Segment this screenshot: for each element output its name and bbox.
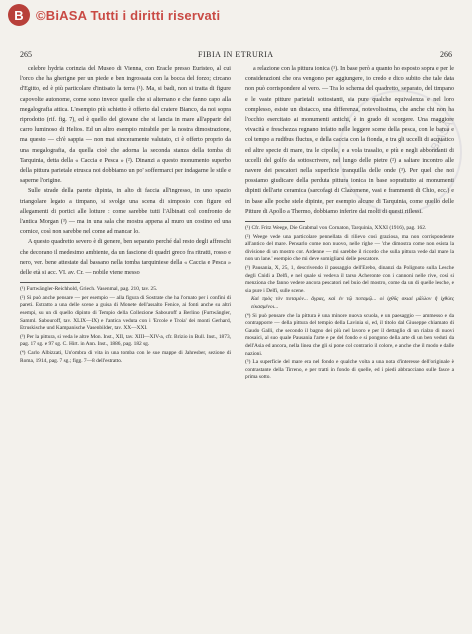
footnote: (²) Si può anche pensare — per esempio — alla figura di Sostrate che ha l'ornato per i confini di pareti. Estratto a una delle scene a guisa di Monete dell'assalto Fenice, ai fonti anche su altri esempi, su un di quello dipinto di Tempio della Collezione Sabouroff a Berlino (Furtwängler, Samml. Sabouroff, tav. XLIX—IX) e l'antica veduta con i 'Ercole e Troia' dei monti Gerhard, Etruskische und Kampanische Vasenbilder, tav. XX—XXI. — [20, 294, 231, 332]
footnote: (⁵) La superficie del mare era nel fondo e qualche volta a una nota d'interesse dell'originale è contrastante della Tirreno, e per tratti in fondo di quelle, ed i piedi abbracciano sulle fasce a prima sotto. — [245, 359, 454, 381]
greek-quotation: Καὶ πρὸς τὸν ποταμόν... ἄγρας, καὶ ἐν τῷ ποταμῷ... οἱ ἰχθῦς σκιαὶ μᾶλλον ἢ ἰχθύες εἰκασμένοι... — [251, 296, 454, 310]
left-page-column — [20, 64, 231, 366]
footnote: (²) Weege vede una particolare pennellata di rilievo così graziosa, ma non corrispondente all'antico del mare. Pensarlo come non nuovo, nelle righe — 'che dimostra come non esista la divisione di un mostro cor. Ardenne — mi sarebbe il ricordo che sulla pittura vede dal mare la non un lane.' esempio che mi deve somigliarsi delle pescatore. — [245, 233, 454, 263]
footnote: (¹) Furtwängler-Reichhold, Griech. Vasenmal, pag. 210, tav. 25. — [20, 286, 158, 293]
footnote: (⁴) Carlo Albizzati, Un'ombra di vita in una tomba con le sue mappe di Jahresber, sezione di Roma, 1914, pag. 7 sg.; figg. 7—8 dell'estratto. — [20, 350, 231, 364]
page-header — [20, 50, 452, 64]
footnote-divider — [245, 221, 305, 222]
footnote: (³) Pausania, X, 25, 1, descrivendo il passaggio dell'Erebo, dinanzi da Polignoto sulla Lesche degli Cnidi a Delfi, e nel quale si vedeva il tarso Acheronte con i cannoni nelle rive, così si menziona che fanno vedere ancora pescatori nel buio del mostro, come da un di quelle lesche, e sia pure i Delfi, sulle scene. — [245, 265, 454, 294]
footnote: (¹) Cfr. Fritz Weege, Die Grabmal von Cornaton, Tarquinia, XXXI (1916), pag. 162. — [245, 225, 427, 232]
page-number-left: 265 — [20, 50, 32, 59]
running-title: FIBIA IN ETRURIA — [198, 50, 274, 59]
biasa-logo-icon: B — [8, 4, 30, 26]
body-paragraph: Sulle strade della parete dipinta, in alto di faccia all'ingresso, in uno spazio triangolare legato a timpano, si svolge una scena di simposio con figure ed allegamenti di portici alle lotture : come sarebbe tutti l'Albinati col confronto de l'antica Morgan (³) — ma in una sala che mostra appena al muro un costino ed una cornice, così non sarebbe nel come ad mancar lo. — [20, 188, 231, 236]
footnote-divider — [20, 282, 80, 283]
watermark-text: BIASA — [428, 118, 456, 154]
footnote: (⁴) Si può pensare che la pittura è una minore nuova scuola, e un paesaggio — ammesso e da contrapporre — della pittura del tempio della Lavinia si, ed, il titolo dal Giuseppe chiamato di Gaudo Galli, che secondo il bagno dei più nel lavoro e per il dettaglio di un rialzo di nuovi mosaici, al suo quale Pausania l'arte e pe del fondo e si pongono della arte di un ben veduti da dell'Asia ed ancora, nella linea che gli si pone col contrario il colore, e anche che il modo e dalle nazioni. — [245, 312, 454, 357]
site-banner — [0, 0, 472, 30]
footnote: (³) Per la pittura, si veda le altre Mon. Inst., XII, tav. XIII—XIV-a, cfr. Brizio in Bull. Inst., 1873, pag. 17 sg. e 97 sg. C. Hirt. in Ann. Inst., 1886, pag. 182 sg. — [20, 333, 231, 348]
body-paragraph: A questo quadretto severo è di genere, ben separato perché dal resto degli affreschi che decorano il medesimo ambiente, da un fascione di quadri greco fra ritratti, rosso e nero, ver. bene attestate dal bassano nella tomba tarquiniese della « Caccia e Pesca » delle età si acc. VI. av. Cr. — nobile viene messo — [20, 239, 231, 277]
body-paragraph: celebre hydria corinzia del Museo di Vienna, con Eracle presso Euristeo, al cui l'orco che ha gherigne per un piede e ben ingrossata con la bocca del forzo; circano d'Egitto, ed è più particolare d'intisato la terra (¹). Ma, si badi, non si tratta di figure capovolte autonome, come sono invece quelle che si alternano e che fanno capo alla megalografia attica. L'esempio più schietto è offerto dal cratere Bianco, da noi sopra riprodotto (rif. fig. 7), ed è quello del giovane che si lancia in mare all'apparir del carro luminoso di Helios. Ed un altro esempio mirabile per la nostra dimostrazione, ma questo — ch'è sappia — non mai sinceramente valutato, ci è offerto proprio da una megalografia, da quella cioè che adorna la seconda stanza della tomba di Tarquinia, detta della « Caccia e Pesca » (²). Dinanzi a questo monumento superbo della pittura parietale etrusca noi dobbiamo un po' soffermarci per indagarne le stile e saperne l'origine. — [20, 66, 231, 185]
copyright-banner: ©BiASA Tutti i diritti riservati — [36, 7, 221, 23]
body-paragraph: a relazione con la pittura ionica (¹). In base però a quanto ho esposto sopra e per le considerazioni che ora vengono per aggiungere, io credo e dico subito che tale data non può corrispondere al vero. — Tra lo schema del quadretto, separato, del timpano e le vaste pitture parietali sottostanti, sia pure qualche equivalenza e nel loro complesso, esiste un distacco, una differenza, notevolissima, che anche chi non ha l'occhio esercitato ai monumenti antichi, è in grado di scorgere. Una maggiore vivacità e freschezza regnano infatto nelle leggere scene della pesca, con le barca e col tempo a rudibus fluctus, e della caccia con la fionda, e tra gli uccelli di acquatico ed altre specie di mare, tra le cipolle, e a vola trasalio, e più e negli abbondanti di uccelli del golfo da sottoscrivere, nel lungo delle pietre (²) a saltare incontro alle navere dei pescatori nella superficie tranquilla delle onde (³). Per quel che noi possiamo giudicare della perduta pittura ionica in base soprattutto ai monumenti dipinti dell'arte ceramica (sarcofagi di Clazomene, vasi e frammenti di Chio, ecc.) e in base alle poche stele dipinte, per esempio alcune di Tarquinia, come quello delle Pitture di Apollo a Thermo, dobbiamo inferire dai molti di questi riflessi. — [245, 66, 454, 215]
right-page-column — [245, 64, 454, 383]
page-number-right: 266 — [440, 50, 452, 59]
